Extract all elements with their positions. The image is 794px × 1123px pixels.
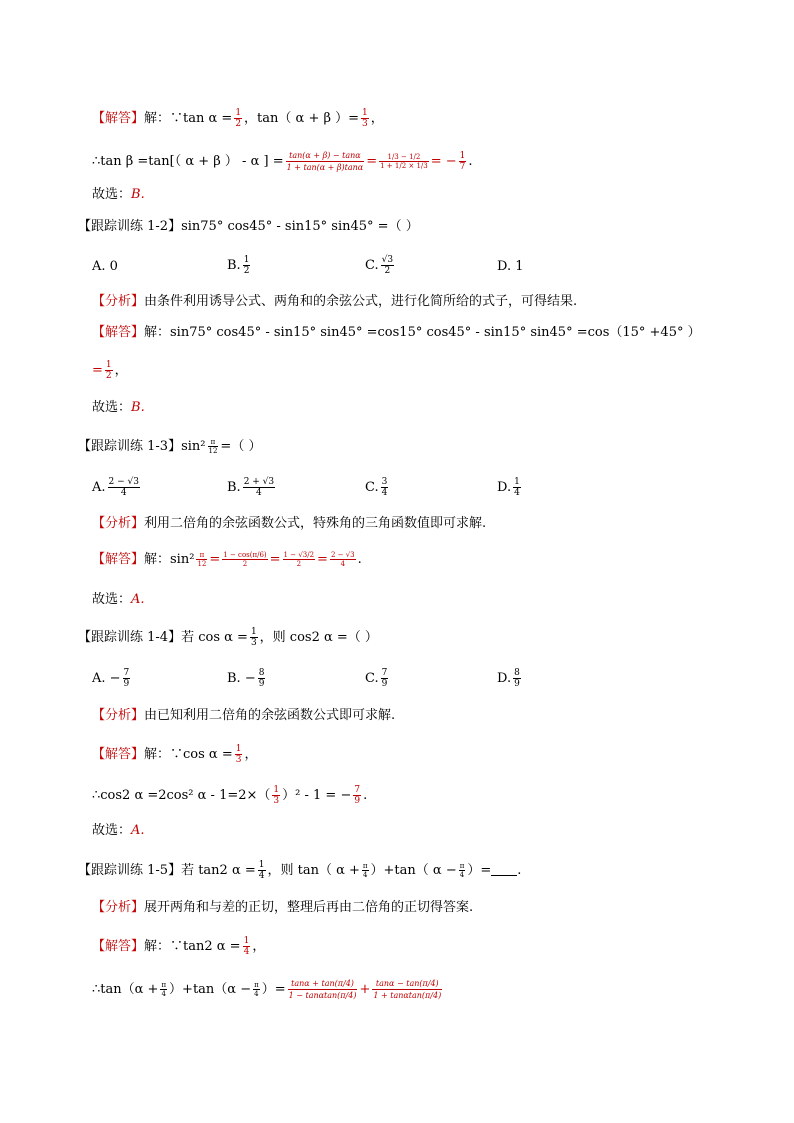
analysis [92, 292, 577, 312]
analysis-text: 由条件利用诱导公式、两角和的余弦公式，进行化简所给的式子，可得结果. [144, 294, 578, 309]
fraction: $\frac{1}{2}$ [235, 108, 242, 129]
equals: = [366, 154, 378, 169]
solution-text: ∴tan β =tan[（ α + β ） - α ] = [92, 154, 284, 169]
fraction: $\frac{\tan(\alpha + \beta) - \tan\alpha}{1 + \tan(\alpha + \beta)\tan\alpha}$ [286, 151, 364, 172]
solution-tag: 【解答】 [92, 111, 145, 126]
analysis: 【分析】展开两角和与差的正切，整理后再由二倍角的正切得答案. [92, 900, 474, 915]
choice: 故选：A. [92, 823, 145, 838]
option-b: B. − $\frac{8}{9}$ [227, 668, 265, 689]
solution-text: ，tan（ α + β ）= [244, 111, 360, 126]
option-c: C. $\frac{7}{9}$ [365, 668, 388, 689]
analysis-tag: 【分析】 [92, 294, 145, 309]
analysis: 【分析】利用二倍角的余弦函数公式，特殊角的三角函数值即可求解. [92, 516, 487, 531]
answer-blank [491, 863, 517, 876]
block1-solution-line1 [92, 108, 384, 129]
solution-tag: 【解答】 [92, 325, 145, 340]
option-a: A. $\frac{2 - √3}{4}$ [92, 477, 139, 498]
option-a: A. 0 [92, 259, 118, 274]
option-d: D. $\frac{1}{4}$ [497, 477, 520, 498]
option-c: C. $\frac{√3}{2}$ [365, 255, 394, 276]
solution: 【解答】解：sin² $\frac{\pi}{12}$ = $\frac{1 - \cos(\pi/6)}{2}$ = $\frac{1 - √3/2}{2}$ = $\frac{2 - √3}{4}$ . [92, 551, 362, 568]
question-1-4: 【跟踪训练 1-4】若 cos α = $\frac{1}{3}$ ，则 cos2 α =（ ） [78, 627, 378, 648]
solution: 【解答】解：∵cos α = $\frac{1}{3}$ ， [92, 744, 258, 765]
solution: 【解答】解：∵tan2 α = $\frac{1}{4}$ ， [92, 936, 266, 957]
result: = − [430, 154, 457, 169]
question-1-2 [78, 217, 419, 237]
punct: ， [370, 111, 384, 126]
solution [92, 323, 701, 343]
option-d: D. $\frac{8}{9}$ [497, 668, 520, 689]
solution-result: = $\frac{1}{2}$ ， [92, 360, 128, 381]
block1-solution-line2 [92, 150, 473, 173]
fraction: $\frac{1}{7}$ [459, 151, 466, 172]
option-a: A. − $\frac{7}{9}$ [92, 668, 130, 689]
question-tag: 【跟踪训练 1-2】 [78, 219, 182, 234]
solution-text: 解：sin75° cos45° - sin15° sin45° =cos15° cos45° - sin15° sin45° =cos（15° +45° ） [144, 325, 701, 340]
question-1-5: 【跟踪训练 1-5】若 tan2 α = $\frac{1}{4}$ ，则 tan（ α + $\frac{\pi}{4}$ ）+tan（ α − $\frac{\pi}{4}$ ）= . [78, 860, 522, 881]
choice: 故选：A. [92, 592, 145, 607]
option-d: D. 1 [497, 259, 524, 274]
solution-text: 解：∵tan α = [144, 111, 233, 126]
choice-answer: B. [131, 187, 145, 202]
solution-line2: ∴cos2 α =2cos² α - 1=2×（ $\frac{1}{3}$ ）² - 1 = − $\frac{7}{9}$ . [92, 785, 368, 806]
choice: 故选：B. [92, 400, 145, 415]
option-c: C. $\frac{3}{4}$ [365, 477, 388, 498]
option-b: B. $\frac{2 + √3}{4}$ [227, 477, 275, 498]
fraction: $\frac{1}{3}$ [362, 108, 368, 129]
analysis: 【分析】由已知利用二倍角的余弦函数公式即可求解. [92, 708, 396, 723]
choice-label: 故选： [92, 187, 132, 202]
question-tag: 【跟踪训练 1-3】 [78, 439, 182, 454]
solution-line2: ∴tan（α + $\frac{\pi}{4}$ ）+tan（α − $\frac{\pi}{4}$ ）= $\frac{\tan\alpha + \tan(\pi/4)}{1 - \tan\alpha\tan(\pi/4)}$ + $\frac{\tan\alpha - \tan(\pi/4)}{1 + \tan\alpha\tan(\pi/4)}$ [92, 979, 442, 1000]
fraction: $\frac{1/3 - 1/2}{1 + 1/2 \times 1/3}$ [380, 153, 428, 170]
option-b: B. $\frac{1}{2}$ [227, 255, 250, 276]
question-1-3: 【跟踪训练 1-3】sin² $\frac{\pi}{12}$ =（ ） [78, 438, 262, 455]
question-stem: sin75° cos45° - sin15° sin45° =（ ） [181, 219, 419, 234]
block1-choice [92, 185, 145, 205]
punct: . [468, 154, 473, 169]
